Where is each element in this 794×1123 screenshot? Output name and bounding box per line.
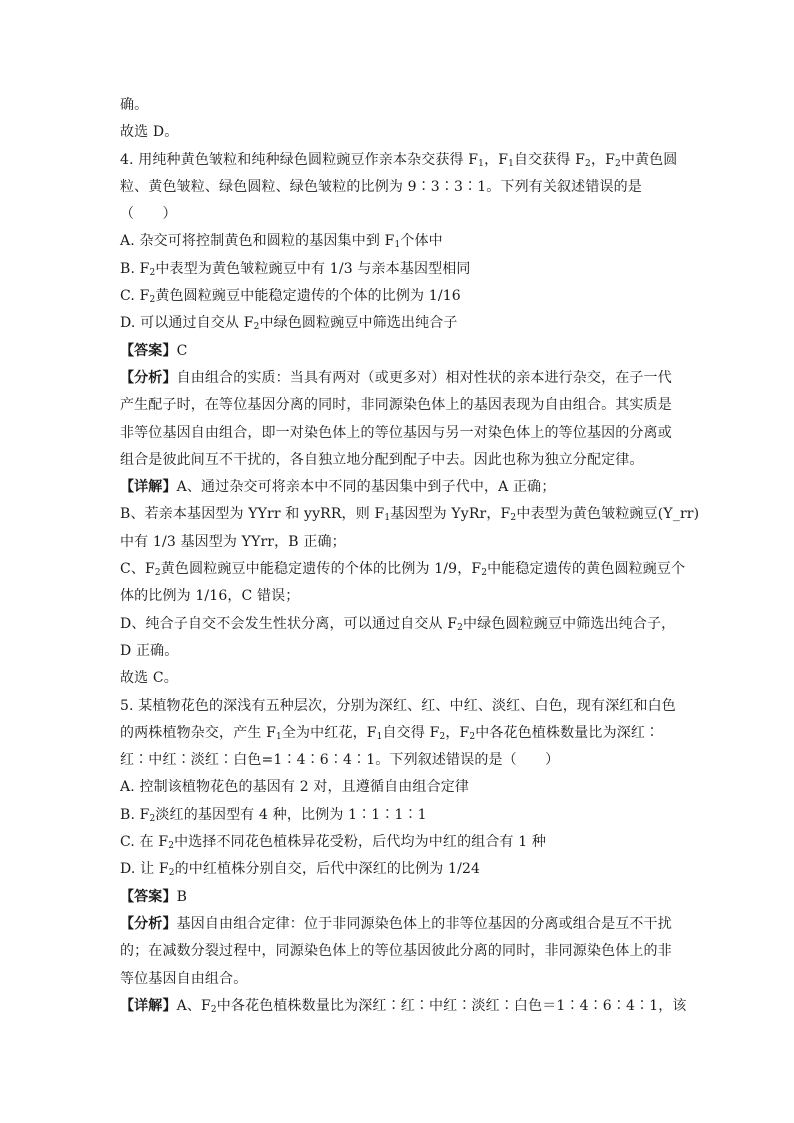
q4-stem-line-3: （ ） bbox=[120, 206, 177, 223]
q5-stem-line-1: 5. 某植物花色的深浅有五种层次，分别为深红、红、中红、淡红、白色，现有深红和白色 bbox=[120, 697, 676, 714]
q5-option-b: B. $F_2$淡红的基因型有 4 种，比例为 1∶1∶1∶1 bbox=[120, 806, 427, 824]
q5-detail-line-1: 【详解】A、$F_2$中各花色植株数量比为深红∶红∶中红∶淡红∶白色＝1∶4∶6∶4∶1，该 bbox=[120, 997, 687, 1015]
q5-option-c: C. 在 $F_2$中选择不同花色植株异花受粉，后代均为中红的组合有 1 种 bbox=[120, 834, 547, 852]
q4-detail-line-1: 【详解】A、通过杂交可将亲本中不同的基因集中到子代中，A 正确； bbox=[120, 479, 556, 496]
q4-analysis-line-1: 【分析】自由组合的实质：当具有两对（或更多对）相对性状的亲本进行杂交，在子一代 bbox=[120, 369, 672, 386]
q4-option-b: B. $F_2$中表型为黄色皱粒豌豆中有 1/3 与亲本基因型相同 bbox=[120, 260, 471, 278]
text-line: 故选 D。 bbox=[120, 124, 179, 141]
q5-option-d: D. 让 $F_2$的中红植株分别自交，后代中深红的比例为 1/24 bbox=[120, 861, 481, 879]
detail-tag: 【详解】 bbox=[120, 479, 177, 496]
q5-option-a: A. 控制该植物花色的基因有 2 对，且遵循自由组合定律 bbox=[120, 779, 470, 796]
q5-analysis-line-1: 【分析】基因自由组合定律：位于非同源染色体上的非等位基因的分离或组合是互不干扰 bbox=[120, 915, 672, 932]
q4-detail-line-7: D 正确。 bbox=[120, 642, 179, 659]
q4-option-c: C. $F_2$黄色圆粒豌豆中能稳定遗传的个体的比例为 1/16 bbox=[120, 288, 461, 306]
analysis-tag: 【分析】 bbox=[120, 369, 177, 386]
q4-analysis-line-3: 非等位基因自由组合，即一对染色体上的等位基因与另一对染色体上的等位基因的分离或 bbox=[120, 424, 672, 441]
q4-detail-line-3: 中有 1/3 基因型为 YYrr，B 正确； bbox=[120, 533, 346, 550]
document-body bbox=[120, 92, 700, 1020]
q5-answer: 【答案】B bbox=[120, 888, 188, 905]
detail-tag: 【详解】 bbox=[120, 997, 177, 1014]
q4-stem-line-2: 粒、黄色皱粒、绿色圆粒、绿色皱粒的比例为 9∶3∶3∶1。下列有关叙述错误的是 bbox=[120, 178, 642, 195]
q5-stem-line-2: 的两株植物杂交，产生 $F_1$全为中红花，$F_1$自交得 $F_2$，$F_2$中各花色植株数量比为深红∶ bbox=[120, 724, 660, 742]
answer-tag: 【答案】 bbox=[120, 888, 177, 905]
q4-analysis-line-4: 组合是彼此间互不干扰的，各自独立地分配到配子中去。因此也称为独立分配定律。 bbox=[120, 451, 644, 468]
q4-analysis-line-2: 产生配子时，在等位基因分离的同时，非同源染色体上的基因表现为自由组合。其实质是 bbox=[120, 397, 672, 414]
q5-stem-line-3: 红∶中红∶淡红∶白色=1∶4∶6∶4∶1。下列叙述错误的是（ ） bbox=[120, 752, 560, 769]
q5-analysis-line-2: 的；在减数分裂过程中，同源染色体上的等位基因彼此分离的同时，非同源染色体上的非 bbox=[120, 943, 672, 960]
text-line: 确。 bbox=[120, 97, 149, 113]
q4-detail-line-2: B、若亲本基因型为 YYrr 和 yyRR，则 $F_1$基因型为 YyRr，$F_2$中表型为黄色皱粒豌豆(Y_rr) bbox=[120, 506, 700, 524]
q4-option-d: D. 可以通过自交从 $F_2$中绿色圆粒豌豆中筛选出纯合子 bbox=[120, 315, 458, 333]
q4-stem-line-1: 4. 用纯种黄色皱粒和纯种绿色圆粒豌豆作亲本杂交获得 $F_1$，$F_1$自交获得 $F_2$，$F_2$中黄色圆 bbox=[120, 151, 678, 169]
analysis-tag: 【分析】 bbox=[120, 915, 177, 932]
q4-answer: 【答案】C bbox=[120, 342, 188, 359]
q4-conclusion: 故选 C。 bbox=[120, 670, 178, 687]
q4-detail-line-4: C、$F_2$黄色圆粒豌豆中能稳定遗传的个体的比例为 1/9，$F_2$中能稳定遗传的黄色圆粒豌豆个 bbox=[120, 561, 686, 579]
q4-detail-line-5: 体的比例为 1/16，C 错误； bbox=[120, 588, 300, 605]
q5-analysis-line-3: 等位基因自由组合。 bbox=[120, 970, 248, 987]
q4-option-a: A. 杂交可将控制黄色和圆粒的基因集中到 $F_1$个体中 bbox=[120, 233, 443, 251]
q4-detail-line-6: D、纯合子自交不会发生性状分离，可以通过自交从 $F_2$中绿色圆粒豌豆中筛选出纯合子， bbox=[120, 615, 676, 633]
answer-tag: 【答案】 bbox=[120, 342, 177, 359]
